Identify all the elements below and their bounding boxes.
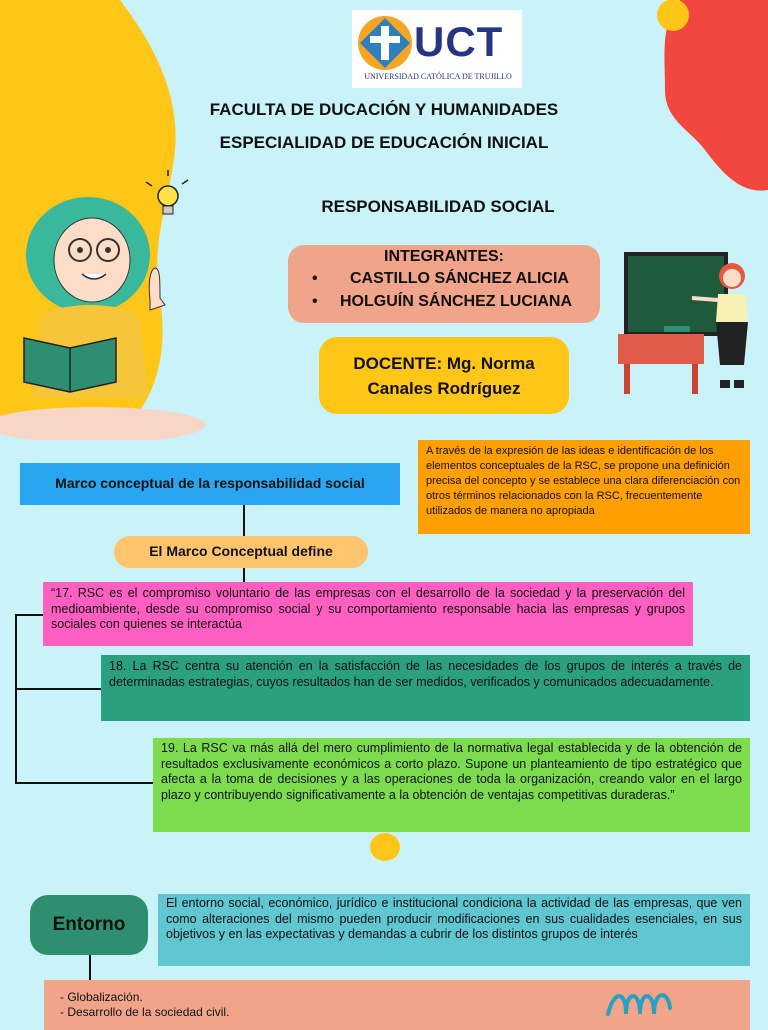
definition-text: “17. RSC es el compromiso voluntario de las empresas con el desarrollo de la sociedad y la preservación del medioambiente, desde su compromiso social y su comportamiento responsable hacia las empresas y grupos sociales con quienes se interactúa: [51, 586, 685, 631]
definition-text: 19. La RSC va más allá del mero cumplimiento de la normativa legal establecida y de la obtención de resultados exclusivamente económicos a corto plazo. Supone un planteamiento de tipo estratégico que afecta a la toma de decisiones y a las operaciones de toda la organización, creando valor en el largo plazo y contribuyendo significativamente a la obtención de ventajas competitivas duraderas.”: [161, 741, 742, 802]
member-name: CASTILLO SÁNCHEZ ALICIA: [350, 270, 569, 287]
environment-title: Entorno: [52, 914, 126, 935]
connector-line: [15, 782, 153, 784]
connector-line: [15, 614, 43, 616]
specialty-title: ESPECIALIDAD DE EDUCACIÓN INICIAL: [219, 133, 549, 152]
topic-title: RESPONSABILIDAD SOCIAL: [321, 197, 555, 216]
teacher-blackboard-illustration: [612, 250, 762, 400]
logo-subtitle: UNIVERSIDAD CATÓLICA DE TRUJILLO: [364, 72, 512, 81]
concept-note: [418, 440, 750, 534]
defines-label: El Marco Conceptual define: [149, 543, 333, 559]
swirl-decoration: [604, 984, 684, 1024]
environment-text: El entorno social, económico, jurídico e institucional condiciona la actividad de las empresas, que ven como alteraciones del mismo pueden producir modificaciones en sus cualidades esenciales, en sus objetivos y en las expectativas y demandas a cubrir de los distintos grupos de interés: [166, 896, 742, 941]
concept-title: Marco conceptual de la responsabilidad social: [55, 475, 365, 491]
connector-line: [243, 567, 245, 582]
logo-text: UCT: [414, 18, 504, 65]
teacher-line-1: DOCENTE: Mg. Norma: [353, 354, 535, 373]
reading-student-illustration: [10, 170, 190, 400]
definition-text: 18. La RSC centra su atención en la satisfacción de las necesidades de los grupos de interés a través de determinadas estrategias, cuyos resultados han de ser medidos, verificados y comunicados adecuadamente.: [109, 659, 742, 689]
environment-list-item: - Globalización.: [60, 990, 143, 1004]
member-item: •: [312, 270, 318, 287]
teacher-line-2: Canales Rodríguez: [367, 379, 521, 398]
definition-box-18: [101, 655, 750, 721]
environment-list-item: - Desarrollo de la sociedad civil.: [60, 1005, 230, 1019]
connector-line: [15, 688, 101, 690]
member-name: HOLGUÍN SÁNCHEZ LUCIANA: [340, 293, 572, 310]
connector-line: [243, 505, 245, 537]
decorative-dot: [370, 833, 400, 861]
cross-emblem-icon: [356, 14, 414, 72]
connector-line: [89, 955, 91, 980]
members-title: INTEGRANTES:: [384, 248, 504, 265]
teacher-panel: [319, 337, 569, 414]
connector-line: [15, 614, 17, 783]
concept-note-text: A través de la expresión de las ideas e identificación de los elementos conceptuales de la RSC, se propone una definición precisa del concepto y se establece una clara diferenciación con otros términos relacionados con la RSC, frecuentemente utilizados de manera no apropiada: [426, 445, 741, 517]
member-item: •: [312, 293, 318, 310]
definition-box-19: [153, 738, 750, 832]
definition-box-17: [43, 582, 693, 646]
environment-description: [158, 894, 750, 966]
faculty-title: FACULTA DE DUCACIÓN Y HUMANIDADES: [209, 100, 559, 119]
